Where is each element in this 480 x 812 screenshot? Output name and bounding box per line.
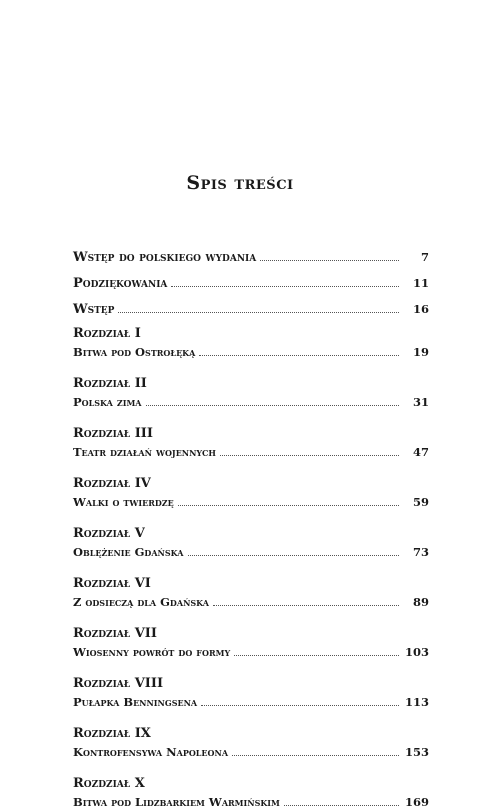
chapter-number: Rozdział IV (73, 476, 151, 491)
toc-entry-label: Wstęp do polskiego wydania (73, 250, 257, 265)
toc-page-number: 113 (404, 695, 429, 709)
chapter-title: Polska zima (73, 395, 142, 409)
chapter-number: Rozdział III (73, 426, 153, 441)
toc-page-number: 31 (412, 395, 429, 409)
toc-entry[interactable] (73, 247, 429, 267)
toc-chapter[interactable] (73, 625, 429, 662)
toc-chapter[interactable] (73, 375, 429, 412)
toc-page-number: 89 (412, 595, 429, 609)
toc-page-number: 153 (404, 745, 429, 759)
dot-leader (232, 754, 399, 756)
dot-leader (284, 804, 399, 806)
chapter-title: Kontrofensywa Napoleona (73, 745, 229, 759)
dot-leader (178, 504, 399, 506)
toc-chapter[interactable] (73, 325, 429, 362)
chapter-title: Teatr działań wojennych (73, 445, 216, 459)
toc-chapter[interactable] (73, 775, 429, 812)
toc-chapter[interactable] (73, 425, 429, 462)
toc-chapter[interactable] (73, 675, 429, 712)
toc-page-number: 169 (404, 795, 429, 809)
toc-entry-label: Wstęp (73, 302, 115, 317)
toc-page-number: 16 (412, 302, 429, 316)
toc-page-number: 47 (412, 445, 429, 459)
chapter-title: Bitwa pod Lidzbarkiem Warmińskim (73, 795, 280, 809)
dot-leader (213, 604, 399, 606)
chapter-number: Rozdział X (73, 776, 145, 791)
toc-entry-label: Podziękowania (73, 276, 168, 291)
toc-page-number: 7 (420, 250, 429, 264)
chapter-title: Walki o twierdzę (73, 495, 174, 509)
dot-leader (188, 554, 400, 556)
chapter-title: Pułapka Benningsena (73, 695, 198, 709)
dot-leader (201, 704, 399, 706)
chapter-number: Rozdział I (73, 326, 141, 341)
toc-chapter[interactable] (73, 575, 429, 612)
dot-leader (146, 404, 399, 406)
dot-leader (260, 259, 399, 261)
page-title: Spis treści (186, 172, 294, 194)
chapter-number: Rozdział VI (73, 576, 151, 591)
toc-page-number: 11 (412, 276, 429, 290)
chapter-number: Rozdział II (73, 376, 147, 391)
chapter-number: Rozdział VII (73, 626, 157, 641)
toc-page-number: 103 (404, 645, 429, 659)
chapter-title: Oblężenie Gdańska (73, 545, 184, 559)
toc-page-number: 59 (412, 495, 429, 509)
dot-leader (220, 454, 399, 456)
toc-chapter[interactable] (73, 525, 429, 562)
toc-page-number: 73 (412, 545, 429, 559)
toc-entry[interactable] (73, 299, 429, 319)
chapter-number: Rozdział V (73, 526, 145, 541)
chapter-title: Z odsieczą dla Gdańska (73, 595, 210, 609)
toc-page-number: 19 (412, 345, 429, 359)
chapter-number: Rozdział VIII (73, 676, 164, 691)
dot-leader (199, 354, 399, 356)
toc-entry[interactable] (73, 273, 429, 293)
dot-leader (118, 311, 399, 313)
dot-leader (171, 285, 399, 287)
chapter-number: Rozdział IX (73, 726, 151, 741)
table-of-contents (73, 247, 429, 812)
toc-chapter[interactable] (73, 725, 429, 762)
toc-chapter[interactable] (73, 475, 429, 512)
chapter-title: Bitwa pod Ostrołęką (73, 345, 196, 359)
dot-leader (234, 654, 399, 656)
chapter-title: Wiosenny powrót do formy (73, 645, 231, 659)
